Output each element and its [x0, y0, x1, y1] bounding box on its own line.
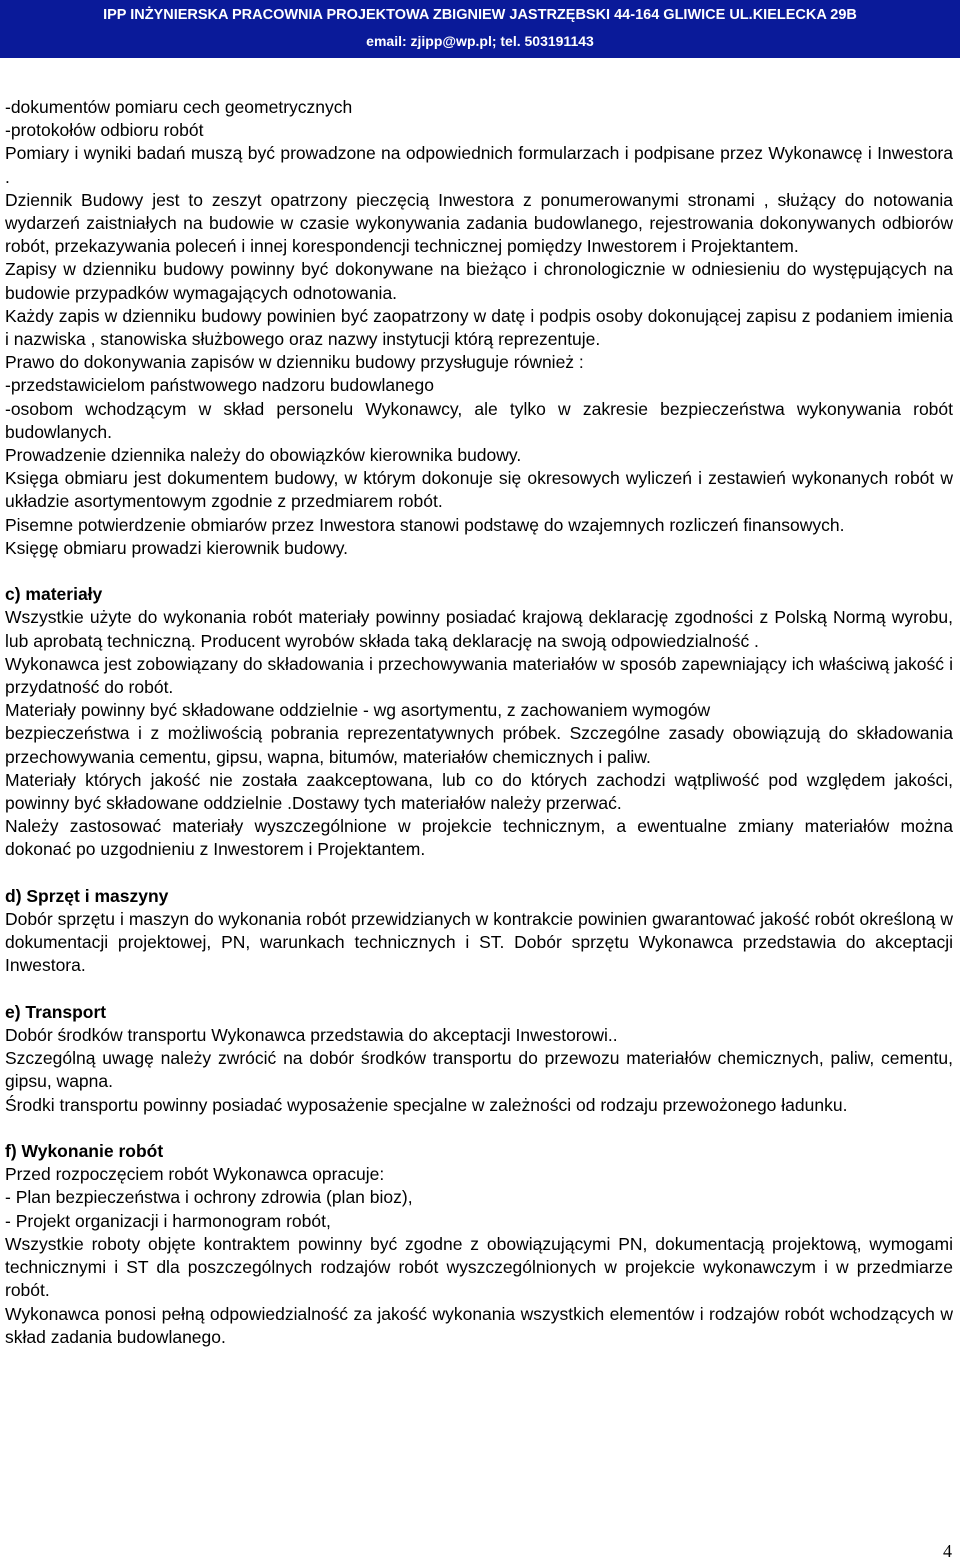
paragraph: Wykonawca ponosi pełną odpowiedzialność za jakość wykonania wszystkich elementów i rodzajów robót wchodzących w skład zadania budowlanego. [5, 1303, 953, 1347]
paragraph: Księga obmiaru jest dokumentem budowy, w którym dokonuje się okresowych wyliczeń i zestawień wykonanych robót w układzie asortymentowym zgodnie z przedmiarem robót. [5, 468, 953, 512]
paragraph: Zapisy w dzienniku budowy powinny być dokonywane na bieżąco i chronologicznie w odniesieniu do występujących na budowie przypadków wymagających odnotowania. [5, 259, 953, 303]
paragraph: Przed rozpoczęciem robót Wykonawca opracuje: [5, 1164, 385, 1185]
paragraph: - Plan bezpieczeństwa i ochrony zdrowia (plan bioz), [5, 1187, 413, 1208]
paragraph: -dokumentów pomiaru cech geometrycznych [5, 97, 353, 117]
paragraph: bezpieczeństwa i z możliwością pobrania reprezentatywnych próbek. Szczególne zasady obowiązują do składowania przechowywania cementu, gipsu, wapna, bitumów, materiałów chemicznych i paliw. [5, 723, 953, 767]
paragraph: Księgę obmiaru prowadzi kierownik budowy. [5, 537, 349, 558]
document-body [5, 96, 953, 1349]
header-contact-line: email: zjipp@wp.pl; tel. 503191143 [366, 33, 594, 49]
paragraph: Prowadzenie dziennika należy do obowiązków kierownika budowy. [5, 445, 522, 466]
paragraph: Pomiary i wyniki badań muszą być prowadzone na odpowiednich formularzach i podpisane przez Wykonawcę i Inwestora . [5, 143, 953, 187]
paragraph: Dobór sprzętu i maszyn do wykonania robót przewidzianych w kontrakcie powinien gwarantować jakość robót określoną w dokumentacji projektowej, PN, warunkach technicznych i ST. Dobór sprzętu Wykonawca przedstawia do akceptacji Inwestora. [5, 909, 953, 976]
paragraph: -osobom wchodzącym w skład personelu Wykonawcy, ale tylko w zakresie bezpieczeństwa wykonywania robót budowlanych. [5, 398, 953, 442]
paragraph: Wszystkie użyte do wykonania robót materiały powinny posiadać krajową deklarację zgodności z Polską Normą wyrobu, lub aprobatą techniczną. Producent wyrobów składa taką deklarację na swoją odpowiedzialność . [5, 607, 953, 651]
paragraph: Pisemne potwierdzenie obmiarów przez Inwestora stanowi podstawę do wzajemnych rozliczeń finansowych. [5, 514, 845, 535]
page-header [0, 0, 960, 58]
paragraph: Prawo do dokonywania zapisów w dzienniku budowy przysługuje również : [5, 352, 584, 373]
paragraph: -przedstawicielom państwowego nadzoru budowlanego [5, 375, 435, 396]
section-heading-execution: f) Wykonanie robót [5, 1141, 164, 1162]
header-company-line: IPP INŻYNIERSKA PRACOWNIA PROJEKTOWA ZBIGNIEW JASTRZĘBSKI 44-164 GLIWICE UL.KIELECKA 29B [103, 7, 857, 23]
section-heading-transport: e) Transport [5, 1001, 107, 1022]
section-heading-equipment: d) Sprzęt i maszyny [5, 885, 169, 906]
paragraph: Wykonawca jest zobowiązany do składowania i przechowywania materiałów w sposób zapewniający ich właściwą jakość i przydatność do robót. [5, 653, 953, 698]
paragraph: Materiały których jakość nie została zaakceptowana, lub co do których zachodzi wątpliwość pod względem jakości, powinny być składowane oddzielnie .Dostawy tych materiałów należy przerwać. [5, 769, 953, 814]
paragraph: - Projekt organizacji i harmonogram robót, [5, 1210, 331, 1231]
page-number: 4 [943, 1541, 952, 1561]
paragraph: Dobór środków transportu Wykonawca przedstawia do akceptacji Inwestorowi.. [5, 1025, 618, 1046]
paragraph: Dziennik Budowy jest to zeszyt opatrzony pieczęcią Inwestora z ponumerowanymi stronami , służący do notowania wydarzeń zaistniałych na budowie w czasie wykonywania zadania budowlanego, rejestrowania dokonywanych odbiorów robót, przekazywania poleceń i innej korespondencji technicznej pomiędzy Inwestorem i Projektantem. [5, 189, 953, 257]
paragraph: Szczególną uwagę należy zwrócić na dobór środków transportu do przewozu materiałów chemicznych, paliw, cementu, gipsu, wapna. [5, 1048, 953, 1092]
section-heading-materials: c) materiały [5, 584, 103, 605]
paragraph: Materiały powinny być składowane oddzielnie - wg asortymentu, z zachowaniem wymogów [5, 700, 711, 721]
paragraph: Środki transportu powinny posiadać wyposażenie specjalne w zależności od rodzaju przewożonego ładunku. [5, 1094, 848, 1115]
paragraph: Wszystkie roboty objęte kontraktem powinny być zgodne z obowiązującymi PN, dokumentacją projektową, wymogami technicznymi i ST dla poszczególnych rodzajów robót wyszczególnionych w projekcie wykonawczym i w przedmiarze robót. [5, 1233, 953, 1301]
paragraph: Każdy zapis w dzienniku budowy powinien być zaopatrzony w datę i podpis osoby dokonującej zapisu z podaniem imienia i nazwiska , stanowiska służbowego oraz nazwy instytucji którą reprezentuje. [5, 305, 953, 350]
paragraph: Należy zastosować materiały wyszczególnione w projekcie technicznym, a ewentualne zmiany materiałów można dokonać po uzgodnieniu z Inwestorem i Projektantem. [5, 816, 953, 860]
paragraph: -protokołów odbioru robót [5, 120, 204, 141]
